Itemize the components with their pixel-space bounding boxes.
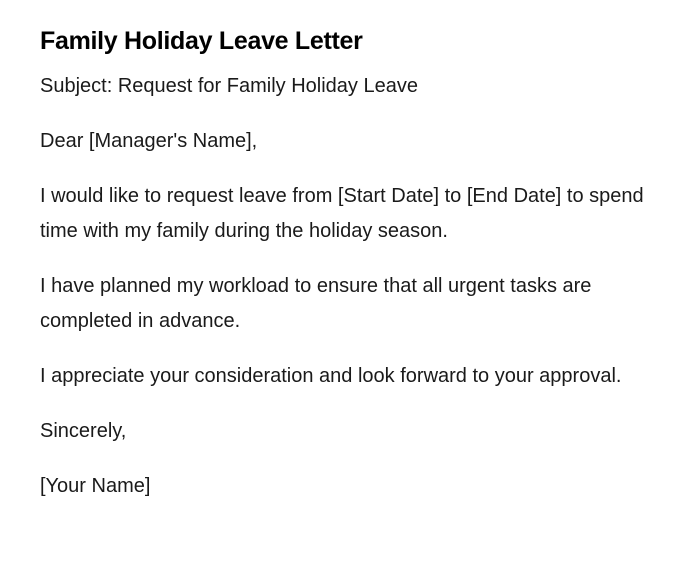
- letter-signature: [Your Name]: [40, 475, 151, 497]
- letter-body-paragraph: I appreciate your consideration and look forward to your approval.: [40, 365, 622, 387]
- letter-salutation: Dear [Manager's Name],: [40, 130, 258, 152]
- letter-title: Family Holiday Leave Letter: [40, 27, 363, 55]
- letter-document: [40, 24, 660, 524]
- letter-body-paragraph: I would like to request leave from [Start Date] to [End Date] to spend time with my family during the holiday season.: [40, 185, 644, 242]
- letter-closing: Sincerely,: [40, 420, 127, 442]
- letter-subject: Subject: Request for Family Holiday Leave: [40, 75, 418, 97]
- letter-body-paragraph: I have planned my workload to ensure that all urgent tasks are completed in advance.: [40, 275, 592, 332]
